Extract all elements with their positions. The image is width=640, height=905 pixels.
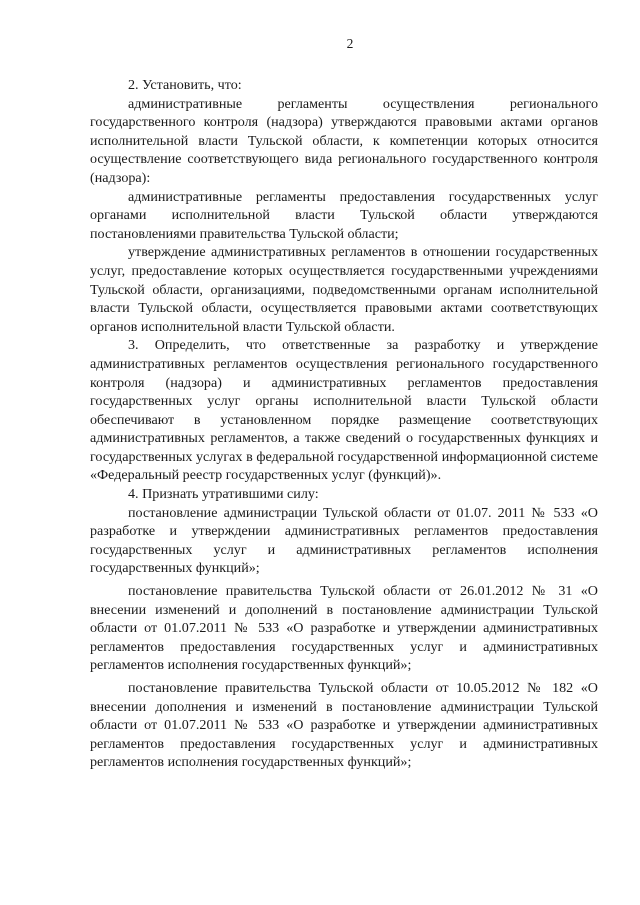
paragraph-institution-regulations: утверждение административных регламентов в отношении государственных услуг, предоставление которых осуществляется государственными учреждениями Тульской области, организациями, подведомственными органам исполнительной власти Тульской области, осуществляется правовыми актами соответствующих органов исполнительной власти Тульской области. (90, 244, 598, 335)
paragraph-item-2-heading: 2. Установить, что: (128, 77, 242, 93)
paragraph-item-3: 3. Определить, что ответственные за разработку и утверждение административных регламентов осуществления регионального государственного контроля (надзора) и административных регламентов предоставления государственных услуг органы исполнительной власти Тульской области обеспечивают в установленном порядке размещение соответствующих административных регламентов, а также сведений о государственных функциях и государственных услугах в федеральной государственной информационной системе «Федеральный реестр государственных услуг (функций)». (90, 337, 598, 484)
paragraph-repealed-182: постановление правительства Тульской области от 10.05.2012 № 182 «О внесении дополнения и изменений в постановление администрации Тульской области от 01.07.2011 № 533 «О разработке и утверждении административных регламентов предоставления государственных услуг и административных регламентов исполнения государственных функций»; (90, 680, 598, 771)
paragraph-repealed-31: постановление правительства Тульской области от 26.01.2012 № 31 «О внесении изменений и дополнений в постановление администрации Тульской области от 01.07.2011 № 533 «О разработке и утверждении административных регламентов предоставления государственных услуг и административных регламентов исполнения государственных функций»; (90, 583, 598, 674)
paragraph-item-4-heading: 4. Признать утратившими силу: (128, 486, 319, 503)
page-number: 2 (346, 36, 354, 51)
paragraph-repealed-533: постановление администрации Тульской области от 01.07. 2011 № 533 «О разработке и утверждении административных регламентов предоставления государственных услуг и административных регламентов исполнения государственных функций»; (90, 504, 598, 577)
paragraph-service-regulations: административные регламенты предоставления государственных услуг органами исполнительной власти Тульской области утверждаются постановлениями правительства Тульской области; (90, 188, 598, 242)
paragraph-control-regulations: административные регламенты осуществления регионального государственного контроля (надзора) утверждаются правовыми актами органов исполнительной власти Тульской области, к компетенции которых относится осуществление соответствующего вида регионального государственного контроля (надзора): (90, 95, 598, 186)
